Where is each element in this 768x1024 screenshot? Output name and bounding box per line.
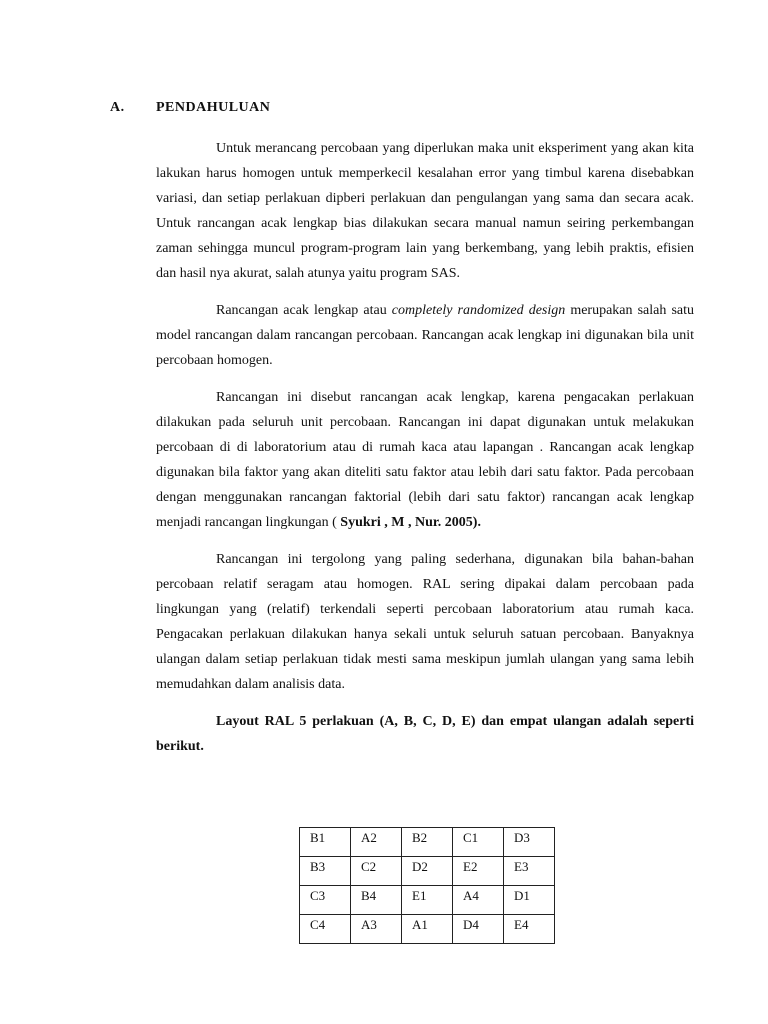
section-number: A.	[110, 100, 125, 115]
table-cell: A4	[453, 886, 504, 915]
table-cell: B2	[402, 828, 453, 857]
layout-caption: Layout RAL 5 perlakuan (A, B, C, D, E) dan empat ulangan adalah seperti berikut.	[156, 714, 694, 754]
paragraph-3-citation: Syukri , M , Nur. 2005).	[340, 515, 481, 530]
table-cell: D1	[504, 886, 555, 915]
section-title: PENDAHULUAN	[156, 100, 271, 115]
section-heading	[110, 100, 270, 116]
layout-table-body	[300, 828, 555, 944]
table-cell: E4	[504, 915, 555, 944]
table-row	[300, 857, 555, 886]
paragraph-2	[156, 298, 694, 373]
table-cell: E3	[504, 857, 555, 886]
table-cell: A2	[351, 828, 402, 857]
layout-table	[299, 827, 555, 944]
table-cell: D3	[504, 828, 555, 857]
paragraph-1: Untuk merancang percobaan yang diperlukan maka unit eksperiment yang akan kita lakukan harus homogen untuk memperkecil kesalahan error yang timbul karena disebabkan variasi, dan setiap perlakuan dipberi perlakuan dan pengulangan yang sama dan secara acak. Untuk rancangan acak lengkap bias dilakukan secara manual namun seiring perkembangan zaman sehingga muncul program-program lain yang berkembang, yang lebih praktis, efisien dan hasil nya akurat, salah atunya yaitu program SAS.	[156, 141, 694, 281]
table-cell: D2	[402, 857, 453, 886]
table-cell: D4	[453, 915, 504, 944]
paragraph-2-text-start: Rancangan acak lengkap atau	[216, 303, 392, 318]
table-cell: C3	[300, 886, 351, 915]
table-cell: E1	[402, 886, 453, 915]
table-cell: B1	[300, 828, 351, 857]
paragraph-3-text: Rancangan ini disebut rancangan acak lengkap, karena pengacakan perlakuan dilakukan pada seluruh unit percobaan. Rancangan ini dapat digunakan untuk melakukan percobaan di di laboratorium atau di rumah kaca atau lapangan . Rancangan acak lengkap digunakan bila faktor yang akan diteliti satu faktor atau lebih dari satu faktor. Pada percobaan dengan menggunakan rancangan faktorial (lebih dari satu faktor) rancangan acak lengkap menjadi rancangan lingkungan (	[156, 390, 694, 530]
table-cell: B3	[300, 857, 351, 886]
table-cell: C4	[300, 915, 351, 944]
table-cell: B4	[351, 886, 402, 915]
paragraph-2-text-end: merupakan salah satu model rancangan dalam rancangan percobaan. Rancangan acak lengkap ini digunakan bila unit percobaan homogen.	[156, 303, 694, 368]
table-row	[300, 915, 555, 944]
table-cell: E2	[453, 857, 504, 886]
table-cell: C2	[351, 857, 402, 886]
table-row	[300, 886, 555, 915]
paragraph-4: Rancangan ini tergolong yang paling sederhana, digunakan bila bahan-bahan percobaan relatif seragam atau homogen. RAL sering dipakai dalam percobaan pada lingkungan yang (relatif) terkendali seperti percobaan laboratorium atau rumah kaca. Pengacakan perlakuan dilakukan hanya sekali untuk seluruh satuan percobaan. Banyaknya ulangan dalam setiap perlakuan tidak mesti sama meskipun jumlah ulangan yang sama lebih memudahkan dalam analisis data.	[156, 552, 694, 692]
paragraph-3	[156, 385, 694, 535]
table-cell: A1	[402, 915, 453, 944]
body-text	[156, 136, 694, 759]
table-cell: C1	[453, 828, 504, 857]
table-row	[300, 828, 555, 857]
paragraph-2-italic-term: completely randomized design	[391, 303, 566, 318]
table-cell: A3	[351, 915, 402, 944]
